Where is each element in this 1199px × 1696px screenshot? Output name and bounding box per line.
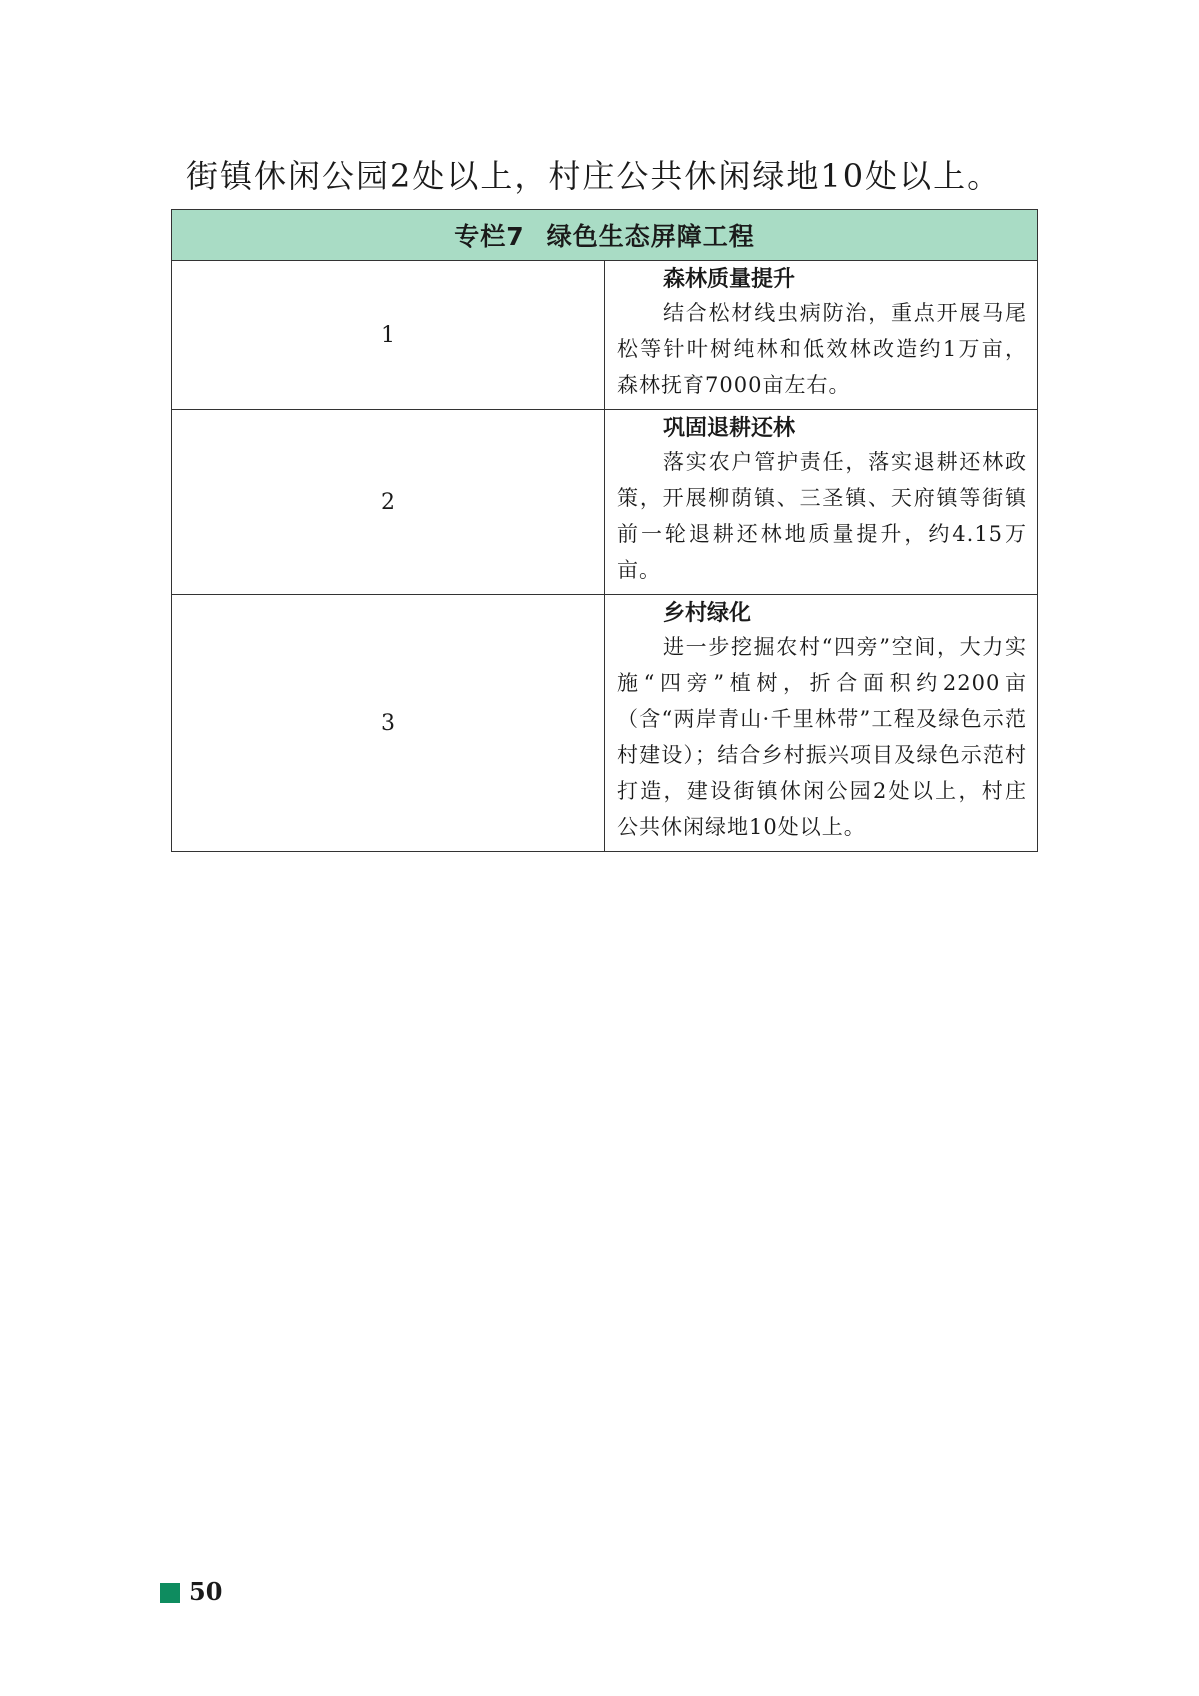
row-content (605, 595, 1038, 852)
box-title: 绿色生态屏障工程 (546, 222, 755, 251)
row-content (605, 410, 1038, 595)
item-body: 落实农户管护责任，落实退耕还林政策，开展柳荫镇、三圣镇、天府镇等街镇前一轮退耕还林地质量提升，约4.15万亩。 (617, 450, 1027, 582)
row-number: 2 (172, 410, 605, 595)
feature-box-table (171, 209, 1038, 852)
item-body: 进一步挖掘农村“四旁”空间，大力实施“四旁”植树，折合面积约2200亩（含“两岸青山·千里林带”工程及绿色示范村建设）；结合乡村振兴项目及绿色示范村打造，建设街镇休闲公园2处以上，村庄公共休闲绿地10处以上。 (617, 635, 1027, 839)
item-title: 乡村绿化 (663, 601, 752, 626)
box-label: 专栏7 (454, 222, 525, 251)
table-row (172, 261, 1038, 410)
item-title: 巩固退耕还林 (663, 416, 796, 441)
row-number: 1 (172, 261, 605, 410)
item-body: 结合松材线虫病防治，重点开展马尾松等针叶树纯林和低效林改造约1万亩，森林抚育7000亩左右。 (617, 301, 1027, 397)
table-row (172, 410, 1038, 595)
row-content (605, 261, 1038, 410)
row-number: 3 (172, 595, 605, 852)
page-marker-square (160, 1583, 180, 1603)
table-row (172, 595, 1038, 852)
lead-text: 街镇休闲公园2处以上，村庄公共休闲绿地10处以上。 (186, 157, 1002, 195)
page-number: 50 (189, 1577, 223, 1606)
item-title: 森林质量提升 (663, 267, 796, 292)
box-header (172, 210, 1038, 261)
box-header-row (172, 210, 1038, 261)
